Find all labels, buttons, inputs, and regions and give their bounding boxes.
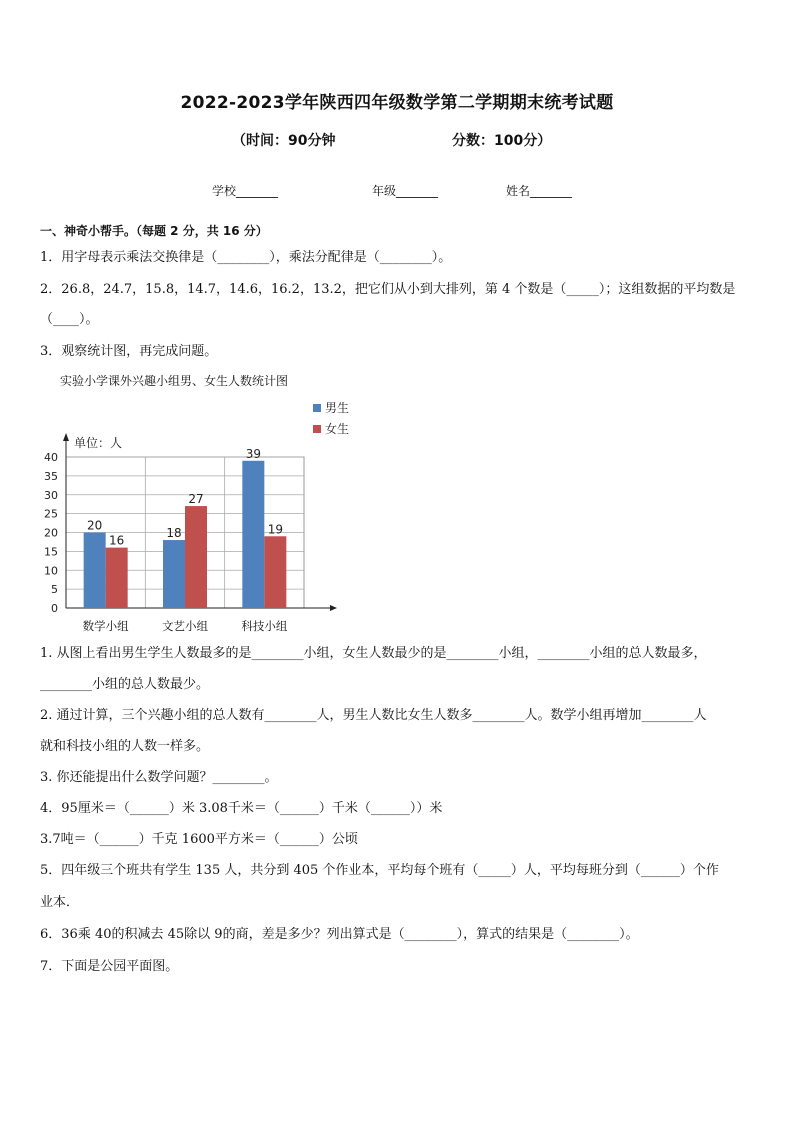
legend-swatch bbox=[313, 425, 321, 433]
y-tick-label: 20 bbox=[44, 526, 58, 540]
question-2-line1: 2．26.8，24.7，15.8，14.7，14.6，16.2，13.2，把它们从小到大排列，第 4 个数是（_____）；这组数据的平均数是 bbox=[40, 282, 736, 297]
question-7: 7．下面是公园平面图。 bbox=[40, 959, 179, 974]
y-tick-label: 30 bbox=[44, 488, 58, 502]
y-tick-label: 0 bbox=[51, 602, 58, 615]
grade-field: 年级_______ bbox=[372, 184, 439, 198]
legend-swatch bbox=[313, 404, 321, 412]
y-tick-label: 40 bbox=[44, 451, 58, 464]
legend-label: 女生 bbox=[325, 422, 350, 436]
subquestion-2-line1: 2. 通过计算，三个兴趣小组的总人数有________人，男生人数比女生人数多________人。数学小组再增加________人 bbox=[40, 708, 707, 723]
y-tick-label: 25 bbox=[44, 507, 58, 521]
bar-男生-文艺小组 bbox=[163, 540, 185, 608]
y-tick-label: 10 bbox=[44, 564, 58, 578]
bar-女生-文艺小组 bbox=[185, 506, 207, 608]
y-axis-arrow bbox=[63, 433, 69, 441]
exam-title: 2022-2023学年陕西四年级数学第二学期期末统考试题 bbox=[180, 93, 614, 113]
bar-男生-科技小组 bbox=[242, 461, 264, 608]
y-tick-label: 35 bbox=[44, 469, 58, 483]
subquestion-3: 3. 你还能提出什么数学问题？________。 bbox=[40, 770, 278, 785]
chart-title: 实验小学课外兴趣小组男、女生人数统计图 bbox=[60, 374, 289, 388]
section-heading: 一、神奇小帮手。（每题 2 分，共 16 分） bbox=[40, 224, 268, 238]
question-5-line1: 5．四年级三个班共有学生 135 人，共分到 405 个作业本，平均每个班有（_____）人，平均每班分到（______）个作 bbox=[40, 863, 719, 878]
data-label: 27 bbox=[188, 492, 204, 507]
question-2-line2: （____）。 bbox=[40, 312, 99, 327]
chart-legend bbox=[313, 400, 349, 436]
subquestion-2-line2: 就和科技小组的人数一样多。 bbox=[40, 739, 210, 754]
x-tick-label: 科技小组 bbox=[241, 619, 288, 633]
x-tick-label: 文艺小组 bbox=[162, 619, 208, 633]
bar-女生-数学小组 bbox=[106, 548, 128, 608]
x-axis-arrow bbox=[330, 605, 337, 611]
y-tick-label: 5 bbox=[51, 583, 58, 597]
school-field: 学校_______ bbox=[212, 184, 279, 198]
subquestion-1-line2: ________小组的总人数最少。 bbox=[40, 677, 210, 692]
name-field: 姓名_______ bbox=[506, 184, 573, 198]
question-5-line2: 业本． bbox=[40, 895, 80, 910]
data-label: 19 bbox=[267, 522, 283, 537]
question-1: 1．用字母表示乘法交换律是（________），乘法分配律是（________）。 bbox=[40, 250, 452, 265]
question-6: 6．36乘 40的积减去 45除以 9的商，差是多少？列出算式是（________），算式的结果是（________）。 bbox=[40, 927, 639, 942]
y-tick-label: 15 bbox=[44, 545, 58, 559]
question-3: 3．观察统计图，再完成问题。 bbox=[40, 344, 218, 359]
bar-男生-数学小组 bbox=[84, 533, 106, 609]
exam-time: （时间：90分钟 bbox=[232, 133, 336, 149]
bar-chart bbox=[30, 400, 360, 640]
question-4-line1: 4．95厘米＝（______）米 3.08千米＝（______）千米（______））米 bbox=[40, 801, 443, 816]
data-label: 20 bbox=[87, 518, 103, 533]
bar-女生-科技小组 bbox=[264, 536, 286, 608]
data-label: 16 bbox=[109, 533, 125, 548]
data-label: 18 bbox=[166, 526, 182, 541]
subquestion-1-line1: 1. 从图上看出男生学生人数最多的是________小组，女生人数最少的是________小组，________小组的总人数最多， bbox=[40, 646, 707, 661]
data-label: 39 bbox=[245, 446, 261, 461]
question-4-line2: 3.7吨＝（______）千克 1600平方米＝（______）公顷 bbox=[40, 832, 358, 847]
exam-score: 分数：100分） bbox=[452, 133, 552, 149]
x-tick-label: 数学小组 bbox=[82, 619, 129, 633]
y-axis-label: 单位：人 bbox=[74, 436, 123, 450]
legend-label: 男生 bbox=[325, 401, 350, 415]
